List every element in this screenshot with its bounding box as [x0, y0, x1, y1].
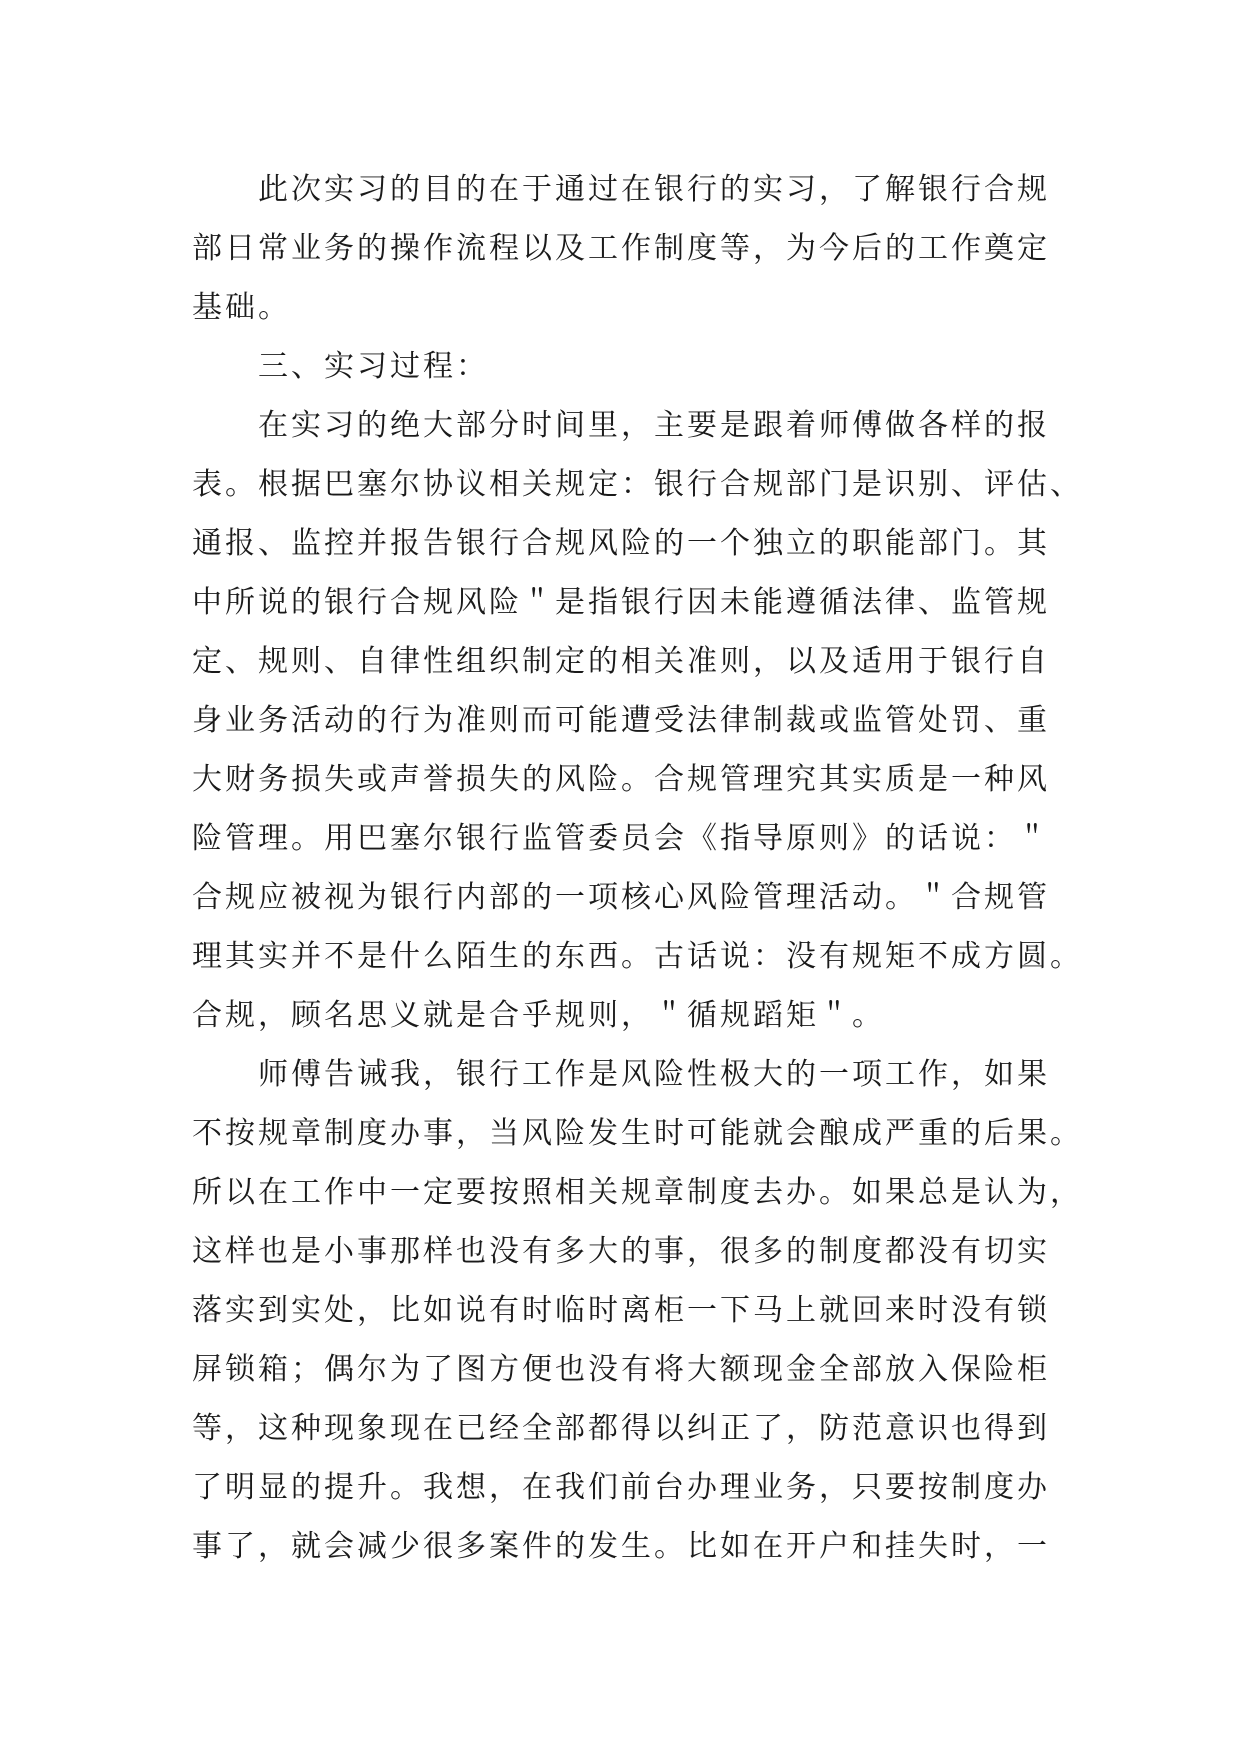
text-line: 身业务活动的行为准则而可能遭受法律制裁或监管处罚、重	[192, 703, 1050, 738]
text-line: 大财务损失或声誉损失的风险。合规管理究其实质是一种风	[192, 762, 1050, 797]
text-line: 理其实并不是什么陌生的东西。古话说：没有规矩不成方圆。	[192, 939, 1083, 974]
paragraph-purpose	[192, 160, 1048, 337]
text-line: 合规，顾名思义就是合乎规则，＂循规蹈矩＂。	[192, 998, 885, 1033]
text-line: 此次实习的目的在于通过在银行的实习，了解银行合规	[258, 172, 1050, 207]
text-line: 这样也是小事那样也没有多大的事，很多的制度都没有切实	[192, 1234, 1050, 1269]
text-line: 不按规章制度办事，当风险发生时可能就会酿成严重的后果。	[192, 1116, 1083, 1151]
text-line: 师傅告诫我，银行工作是风险性极大的一项工作，如果	[258, 1057, 1050, 1092]
text-line: 定、规则、自律性组织制定的相关准则，以及适用于银行自	[192, 644, 1050, 679]
text-line: 中所说的银行合规风险＂是指银行因未能遵循法律、监管规	[192, 585, 1050, 620]
text-line: 在实习的绝大部分时间里，主要是跟着师傅做各样的报	[258, 408, 1050, 443]
paragraph-mentor	[192, 1045, 1083, 1576]
text-line: 落实到实处，比如说有时临时离柜一下马上就回来时没有锁	[192, 1293, 1050, 1328]
text-line: 部日常业务的操作流程以及工作制度等，为今后的工作奠定	[192, 231, 1050, 266]
text-line: 所以在工作中一定要按照相关规章制度去办。如果总是认为，	[192, 1175, 1083, 1210]
heading-text: 三、实习过程：	[258, 349, 489, 384]
text-line: 等，这种现象现在已经全部都得以纠正了，防范意识也得到	[192, 1411, 1050, 1446]
text-line: 了明显的提升。我想，在我们前台办理业务，只要按制度办	[192, 1470, 1050, 1505]
paragraph-process	[192, 396, 1083, 1045]
text-line: 事了，就会减少很多案件的发生。比如在开户和挂失时，一	[192, 1529, 1050, 1564]
section-heading	[192, 337, 1048, 396]
text-line: 基础。	[192, 290, 291, 325]
text-line: 表。根据巴塞尔协议相关规定：银行合规部门是识别、评估、	[192, 467, 1083, 502]
text-line: 合规应被视为银行内部的一项核心风险管理活动。＂合规管	[192, 880, 1050, 915]
text-line: 屏锁箱；偶尔为了图方便也没有将大额现金全部放入保险柜	[192, 1352, 1050, 1387]
document-body	[192, 160, 1083, 1576]
text-line: 通报、监控并报告银行合规风险的一个独立的职能部门。其	[192, 526, 1050, 561]
text-line: 险管理。用巴塞尔银行监管委员会《指导原则》的话说：＂	[192, 821, 1050, 856]
